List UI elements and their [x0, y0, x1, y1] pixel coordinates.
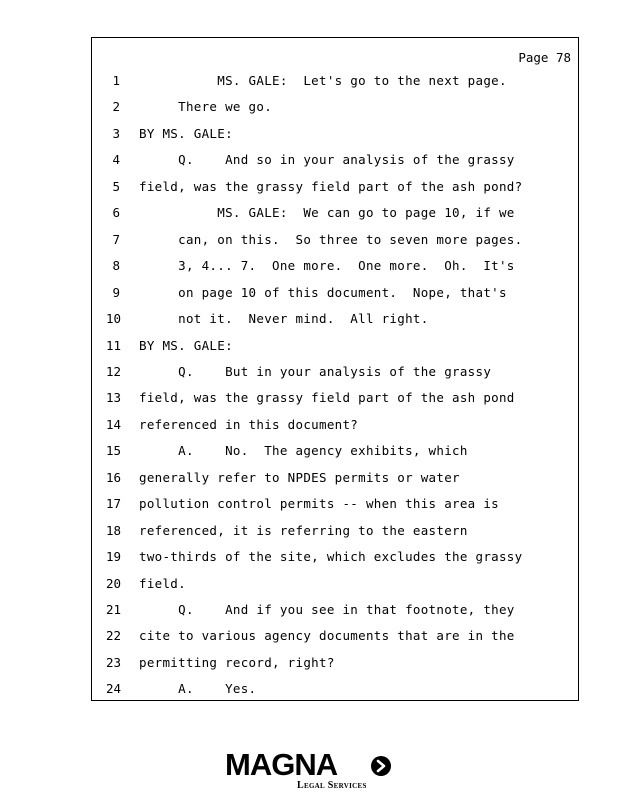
line-number: 6	[112, 205, 120, 221]
line-text: generally refer to NPDES permits or water	[139, 469, 460, 485]
line-text: permitting record, right?	[139, 654, 335, 670]
line-number: 10	[106, 311, 122, 327]
transcript-line	[92, 177, 578, 197]
transcript-line	[92, 415, 578, 435]
transcript-line	[92, 468, 578, 488]
line-number: 8	[112, 258, 120, 274]
line-text: field.	[139, 575, 186, 591]
line-number: 12	[106, 363, 122, 379]
line-number: 24	[106, 681, 122, 697]
chevron-right-icon	[371, 756, 391, 776]
transcript-line	[92, 653, 578, 673]
line-number: 17	[106, 496, 122, 512]
line-number: 11	[106, 337, 122, 353]
logo-wordmark: MAGNA	[225, 747, 338, 782]
transcript-page	[91, 37, 579, 701]
line-text: BY MS. GALE:	[139, 125, 233, 141]
transcript-line	[92, 336, 578, 356]
line-text: referenced, it is referring to the eastern	[139, 522, 468, 538]
magna-logo	[225, 748, 395, 792]
line-number: 21	[106, 602, 122, 617]
line-number: 1	[112, 73, 120, 88]
line-text: 3, 4... 7. One more. One more. Oh. It's	[139, 258, 515, 274]
line-number: 13	[106, 390, 122, 406]
transcript-line	[92, 574, 578, 594]
transcript-line	[92, 362, 578, 382]
transcript-line	[92, 521, 578, 541]
line-number: 15	[106, 443, 122, 459]
line-text: Q. And if you see in that footnote, they	[139, 602, 515, 617]
transcript-line	[92, 97, 578, 117]
line-text: on page 10 of this document. Nope, that's	[139, 284, 507, 300]
transcript-line	[92, 441, 578, 461]
transcript-line	[92, 71, 578, 91]
line-text: There we go.	[139, 99, 273, 115]
line-text: not it. Never mind. All right.	[139, 311, 429, 327]
line-text: field, was the grassy field part of the ash pond	[139, 390, 515, 406]
line-text: Q. But in your analysis of the grassy	[139, 363, 492, 379]
line-text: Q. And so in your analysis of the grassy	[139, 152, 515, 168]
line-number: 20	[106, 575, 122, 591]
transcript-line	[92, 256, 578, 276]
page-number: Page 78	[518, 50, 571, 65]
line-text: pollution control permits -- when this area is	[139, 496, 499, 512]
line-number: 16	[106, 469, 122, 485]
line-number: 2	[112, 99, 120, 115]
transcript-line	[92, 547, 578, 567]
line-number: 5	[112, 178, 120, 194]
line-text: field, was the grassy field part of the ash pond?	[139, 178, 523, 194]
line-text: can, on this. So three to seven more pages.	[139, 231, 523, 247]
line-text: two-thirds of the site, which excludes the grassy	[139, 549, 523, 565]
line-number: 22	[106, 628, 122, 644]
line-number: 19	[106, 549, 122, 565]
line-number: 3	[112, 125, 120, 141]
transcript-line	[92, 309, 578, 329]
transcript-line	[92, 679, 578, 699]
line-number: 9	[112, 284, 120, 300]
line-text: referenced in this document?	[139, 416, 359, 432]
transcript-line	[92, 494, 578, 514]
line-number: 4	[112, 152, 120, 168]
transcript-line	[92, 203, 578, 223]
transcript-line	[92, 600, 578, 620]
line-number: 23	[106, 654, 122, 670]
line-text: A. No. The agency exhibits, which	[139, 443, 468, 459]
logo-subtitle: Legal Services	[297, 780, 367, 791]
line-number: 7	[112, 231, 120, 247]
line-number: 18	[106, 522, 122, 538]
line-text: MS. GALE: Let's go to the next page.	[139, 73, 507, 88]
line-number: 14	[106, 416, 122, 432]
transcript-line	[92, 124, 578, 144]
transcript-line	[92, 150, 578, 170]
line-text: MS. GALE: We can go to page 10, if we	[139, 205, 515, 221]
transcript-line	[92, 388, 578, 408]
transcript-line	[92, 626, 578, 646]
transcript-line	[92, 283, 578, 303]
line-text: A. Yes.	[139, 681, 257, 697]
transcript-line	[92, 230, 578, 250]
line-text: cite to various agency documents that are in the	[139, 628, 515, 644]
line-text: BY MS. GALE:	[139, 337, 233, 353]
